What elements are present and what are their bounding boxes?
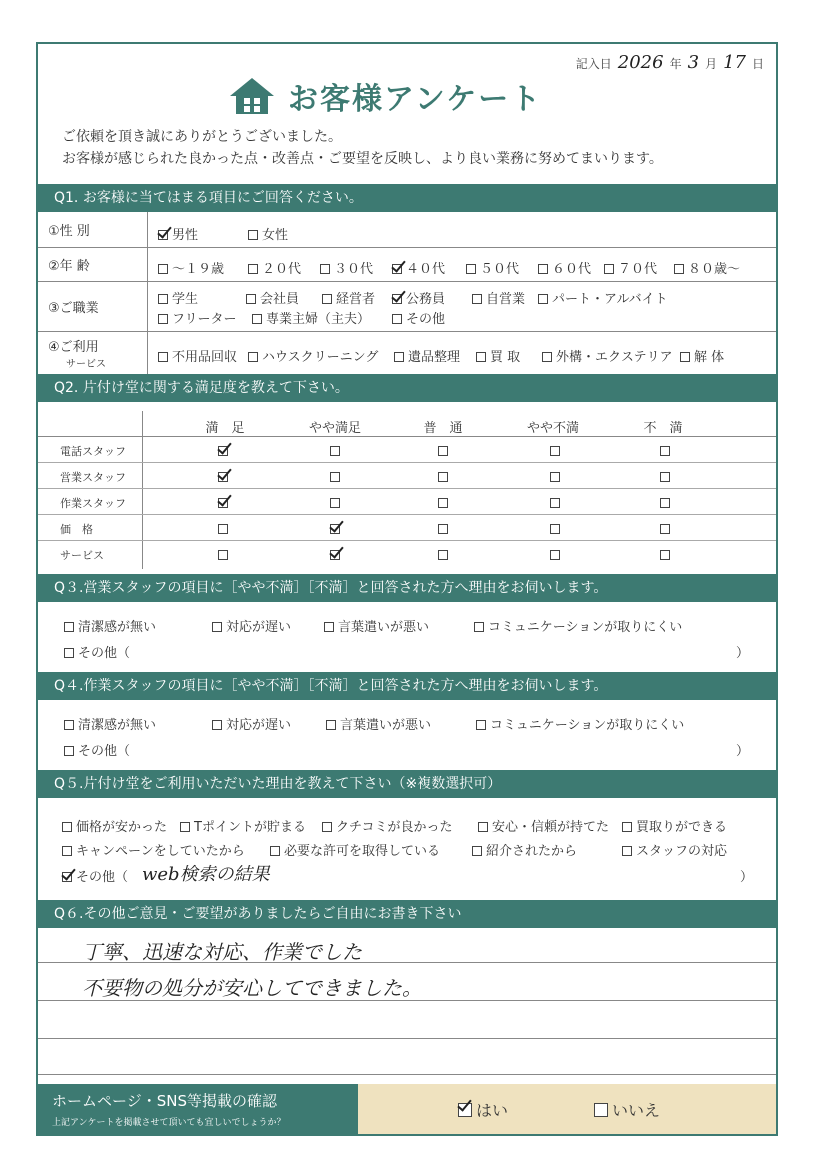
age-60s[interactable]: ６０代 (538, 258, 591, 277)
service-row: ④ご利用 サービス 不用品回収 ハウスクリーニング 遺品整理 買 取 外構・エクステリア 解 体 (38, 332, 776, 374)
service-buyback[interactable]: 買 取 (476, 346, 520, 365)
satisfaction-header: 満 足 やや満足 普 通 やや不満 不 満 (38, 411, 776, 437)
checkbox-icon (594, 1103, 608, 1117)
age-50s[interactable]: ５０代 (466, 258, 519, 277)
age-80plus[interactable]: ８０歳～ (674, 258, 740, 277)
job-other[interactable]: その他 (392, 308, 445, 327)
q3-option-other[interactable]: その他（ (64, 642, 130, 661)
q6-comment-line-1[interactable]: 丁寧、迅速な対応、作業でした (82, 940, 362, 964)
q5-option-other[interactable]: その他（ (62, 866, 128, 885)
satisfaction-row-phone: 電話スタッフ (38, 437, 776, 463)
date-month[interactable]: 3 (687, 52, 700, 73)
satisfaction-row-price: 価 格 (38, 515, 776, 541)
checkbox-icon (458, 1103, 472, 1117)
q3-option-language[interactable]: 言葉遣いが悪い (324, 616, 429, 635)
survey-form: 記入日 2026 年 3 月 17 日 お客様アンケート ご依頼を頂き誠にありがとうございました。 お客様が感じられた良かった点・改善点・ご要望を反映し、より良い業務に努めてまいります。 Q1. お客様に当てはまる項目にご回答ください。 ①性 別 男性 女性 ②年 齢 ～１９歳 ２０代 ３０代 ４０代 ５０代 ６０代 ７０代 ８０歳～ ③ご職業 学生 会社員 経営者 公務員 自営業 パート・アルバイト フリーター 専業主婦（主夫） その他 ④ご利用 サービス 不用品回収 ハウスクリーニング 遺品整理 買 取 外構・エクステリア 解 体 Q2. 片付け堂に関する満足度を教えて下さい。 満 足 やや満足 普 通 やや不満 不 満 電話スタッフ 営業スタッフ 作業スタッフ 価 格 サービス Q３.営業スタッフの項目に［やや不満］［不満］と回答された方へ理由をお伺いします。 清潔感が無い 対応が遅い 言葉遣いが悪い コミュニケーションが取りにくい その他（ ） Q４.作業スタッフの項目に［やや不満］［不満］と回答された方へ理由をお伺いします。 清潔感が無い 対応が遅い 言葉遣いが悪い コミュニケーションが取りにくい その他（ ） Q５.片付け堂をご利用いただいた理由を教えて下さい（※複数選択可） 価格が安かった Tポイントが貯まる クチコミが良かった 安心・信頼が持てた 買取りができる キャンペーンをしていたから 必要な許可を取得している 紹介されたから スタッフの対応 その他（ web検索の結果 ） Q６.その他ご意見・ご要望がありましたらご自由にお書き下さい 丁寧、迅速な対応、作業でした 不要物の処分が安心してできました。 ホームページ・SNS等掲載の確認 上記アンケートを掲載させて頂いても宜しいでしょうか？ はい いいえ (36, 42, 778, 1136)
date-year[interactable]: 2026 (617, 52, 664, 73)
q3-heading: Q３.営業スタッフの項目に［やや不満］［不満］と回答された方へ理由をお伺いします。 (38, 574, 776, 602)
checkbox-icon (248, 230, 258, 240)
consent-note: 上記アンケートを掲載させて頂いても宜しいでしょうか？ (52, 1118, 286, 1128)
q3-option-clean[interactable]: 清潔感が無い (64, 616, 156, 635)
q5-option-price[interactable]: 価格が安かった (62, 816, 167, 835)
q1-heading: Q1. お客様に当てはまる項目にご回答ください。 (38, 184, 776, 212)
job-student[interactable]: 学生 (158, 288, 198, 307)
q5-option-license[interactable]: 必要な許可を取得している (270, 840, 440, 859)
q6-heading: Q６.その他ご意見・ご要望がありましたらご自由にお書き下さい (38, 900, 776, 928)
age-30s[interactable]: ３０代 (320, 258, 373, 277)
job-employee[interactable]: 会社員 (246, 288, 299, 307)
job-public-servant[interactable]: 公務員 (392, 288, 445, 307)
q5-option-buyback[interactable]: 買取りができる (622, 816, 727, 835)
satisfaction-table (38, 411, 776, 569)
job-part-time[interactable]: パート・アルバイト (538, 288, 668, 307)
q5-option-trust[interactable]: 安心・信頼が持てた (478, 816, 609, 835)
q5-option-referral[interactable]: 紹介されたから (472, 840, 577, 859)
house-logo-icon (228, 76, 276, 116)
service-estate-cleanup[interactable]: 遺品整理 (394, 346, 460, 365)
q2-heading: Q2. 片付け堂に関する満足度を教えて下さい。 (38, 374, 776, 402)
satisfaction-row-service: サービス (38, 541, 776, 567)
satisfaction-row-work: 作業スタッフ (38, 489, 776, 515)
service-house-cleaning[interactable]: ハウスクリーニング (248, 346, 378, 365)
job-self-employed[interactable]: 自営業 (472, 288, 525, 307)
q5-option-campaign[interactable]: キャンペーンをしていたから (62, 840, 245, 859)
satisfaction-row-sales: 営業スタッフ (38, 463, 776, 489)
q4-option-other[interactable]: その他（ (64, 740, 130, 759)
age-40s[interactable]: ４０代 (392, 258, 445, 277)
publication-consent (38, 1084, 776, 1134)
service-exterior[interactable]: 外構・エクステリア (542, 346, 673, 365)
record-date: 記入日 2026 年 3 月 17 日 (575, 52, 764, 73)
intro-text: ご依頼を頂き誠にありがとうございました。 お客様が感じられた良かった点・改善点・ご要望を反映し、より良い業務に努めてまいります。 (62, 129, 663, 167)
job-manager[interactable]: 経営者 (322, 288, 375, 307)
service-junk-removal[interactable]: 不用品回収 (158, 346, 237, 365)
q4-option-language[interactable]: 言葉遣いが悪い (326, 714, 431, 733)
gender-male[interactable]: 男性 (158, 224, 198, 243)
q5-other-text[interactable]: web検索の結果 (142, 864, 270, 885)
date-day[interactable]: 17 (723, 52, 746, 73)
service-demolition[interactable]: 解 体 (680, 346, 724, 365)
q4-option-communication[interactable]: コミュニケーションが取りにくい (476, 714, 684, 733)
q6-comment-line-2[interactable]: 不要物の処分が安心してできました。 (82, 976, 422, 1000)
q3-option-communication[interactable]: コミュニケーションが取りにくい (474, 616, 682, 635)
gender-female[interactable]: 女性 (248, 224, 288, 243)
gender-row: ①性 別 男性 女性 (38, 212, 776, 248)
age-under19[interactable]: ～１９歳 (158, 258, 224, 277)
q5-option-staff[interactable]: スタッフの対応 (622, 840, 727, 859)
q4-heading: Q４.作業スタッフの項目に［やや不満］［不満］と回答された方へ理由をお伺いします。 (38, 672, 776, 700)
age-70s[interactable]: ７０代 (604, 258, 657, 277)
q5-heading: Q５.片付け堂をご利用いただいた理由を教えて下さい（※複数選択可） (38, 770, 776, 798)
q3-option-slow[interactable]: 対応が遅い (212, 616, 291, 635)
consent-no[interactable]: いいえ (594, 1098, 660, 1121)
age-row: ②年 齢 ～１９歳 ２０代 ３０代 ４０代 ５０代 ６０代 ７０代 ８０歳～ (38, 248, 776, 282)
consent-yes[interactable]: はい (458, 1098, 508, 1121)
checkbox-icon (158, 230, 168, 240)
q4-option-slow[interactable]: 対応が遅い (212, 714, 291, 733)
job-row: ③ご職業 学生 会社員 経営者 公務員 自営業 パート・アルバイト フリーター 専業主婦（主夫） その他 (38, 282, 776, 332)
job-homemaker[interactable]: 専業主婦（主夫） (252, 308, 370, 327)
consent-title: ホームページ・SNS等掲載の確認 (52, 1092, 277, 1110)
q5-option-tpoint[interactable]: Tポイントが貯まる (180, 816, 306, 835)
age-20s[interactable]: ２０代 (248, 258, 301, 277)
q5-option-reviews[interactable]: クチコミが良かった (322, 816, 452, 835)
job-freeter[interactable]: フリーター (158, 308, 236, 327)
q4-option-clean[interactable]: 清潔感が無い (64, 714, 156, 733)
page-title: お客様アンケート (228, 74, 542, 118)
